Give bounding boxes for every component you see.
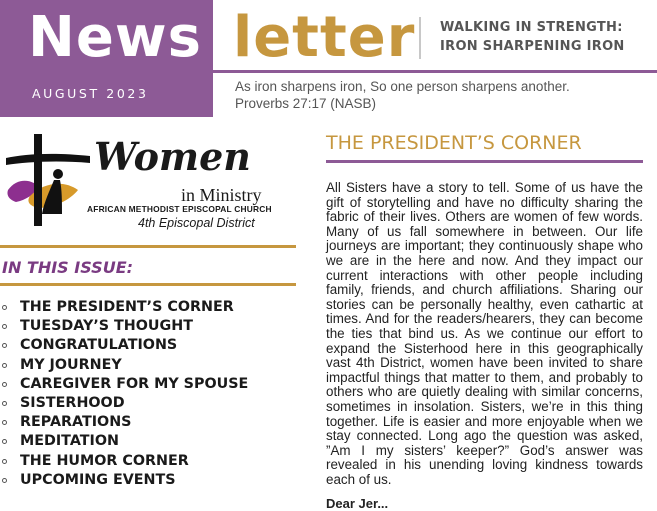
in-this-issue-heading: IN THIS ISSUE: xyxy=(2,258,134,277)
logo-title: Women xyxy=(94,134,251,179)
bullet-icon xyxy=(2,305,7,310)
bullet-icon xyxy=(2,363,7,368)
bullet-icon xyxy=(2,459,7,464)
bullet-icon xyxy=(2,343,7,348)
presidents-corner-rule xyxy=(326,160,643,163)
bullet-icon xyxy=(2,478,7,483)
bullet-icon xyxy=(2,420,7,425)
presidents-corner-signoff: Dear Jer... xyxy=(326,496,389,511)
tagline-line-1: WALKING IN STRENGTH: xyxy=(440,20,623,35)
masthead-title-news: News xyxy=(28,5,202,70)
logo-church-name: AFRICAN METHODIST EPISCOPAL CHURCH xyxy=(87,204,272,214)
issue-bottom-rule xyxy=(0,283,296,286)
masthead-rule xyxy=(213,70,657,73)
masthead-title-letter: letter xyxy=(233,5,416,70)
bullet-icon xyxy=(2,439,7,444)
verse-reference: Proverbs 27:17 (NASB) xyxy=(235,96,377,111)
bullet-icon xyxy=(2,324,7,329)
logo-district: 4th Episcopal District xyxy=(138,216,255,230)
masthead-divider xyxy=(419,17,421,59)
bullet-icon xyxy=(2,401,7,406)
logo-subtitle: in Ministry xyxy=(181,185,262,205)
issue-date: AUGUST 2023 xyxy=(32,86,149,101)
verse-text: As iron sharpens iron, So one person sharpens another. xyxy=(235,79,570,94)
presidents-corner-body: All Sisters have a story to tell. Some of us have the gift of storytelling and have no difficulty sharing the fabric of their lives. Others are women of few words. Many of us fall somewhere in between. Our life journeys are important; they continuously shape who we are in the here and now. And they impact our current interactions with other people including family, friends, and church affiliations. Sharing our stories can be personally healthy, even cathartic at times. And for the readers/hearers, they can become the ties that bind us. As we continue our effort to expand the Sisterhood here in this geographically vast 4th District, women have been invited to share impactful things that matter to them, and probably to others who are quietly dealing with similar concerns, sometimes in insolation. Sisters, we’re in this thing together. Life is easier and more enjoyable when we stay connected. Long ago the question was asked, ”Am I my sisters’ keeper?” God’s answer was revealed in his unending loving kindness towards each of us. xyxy=(326,180,643,487)
tagline-line-2: IRON SHARPENING IRON xyxy=(440,39,625,54)
presidents-corner-heading: THE PRESIDENT’S CORNER xyxy=(326,132,582,154)
bullet-icon xyxy=(2,382,7,387)
issue-top-rule xyxy=(0,245,296,248)
